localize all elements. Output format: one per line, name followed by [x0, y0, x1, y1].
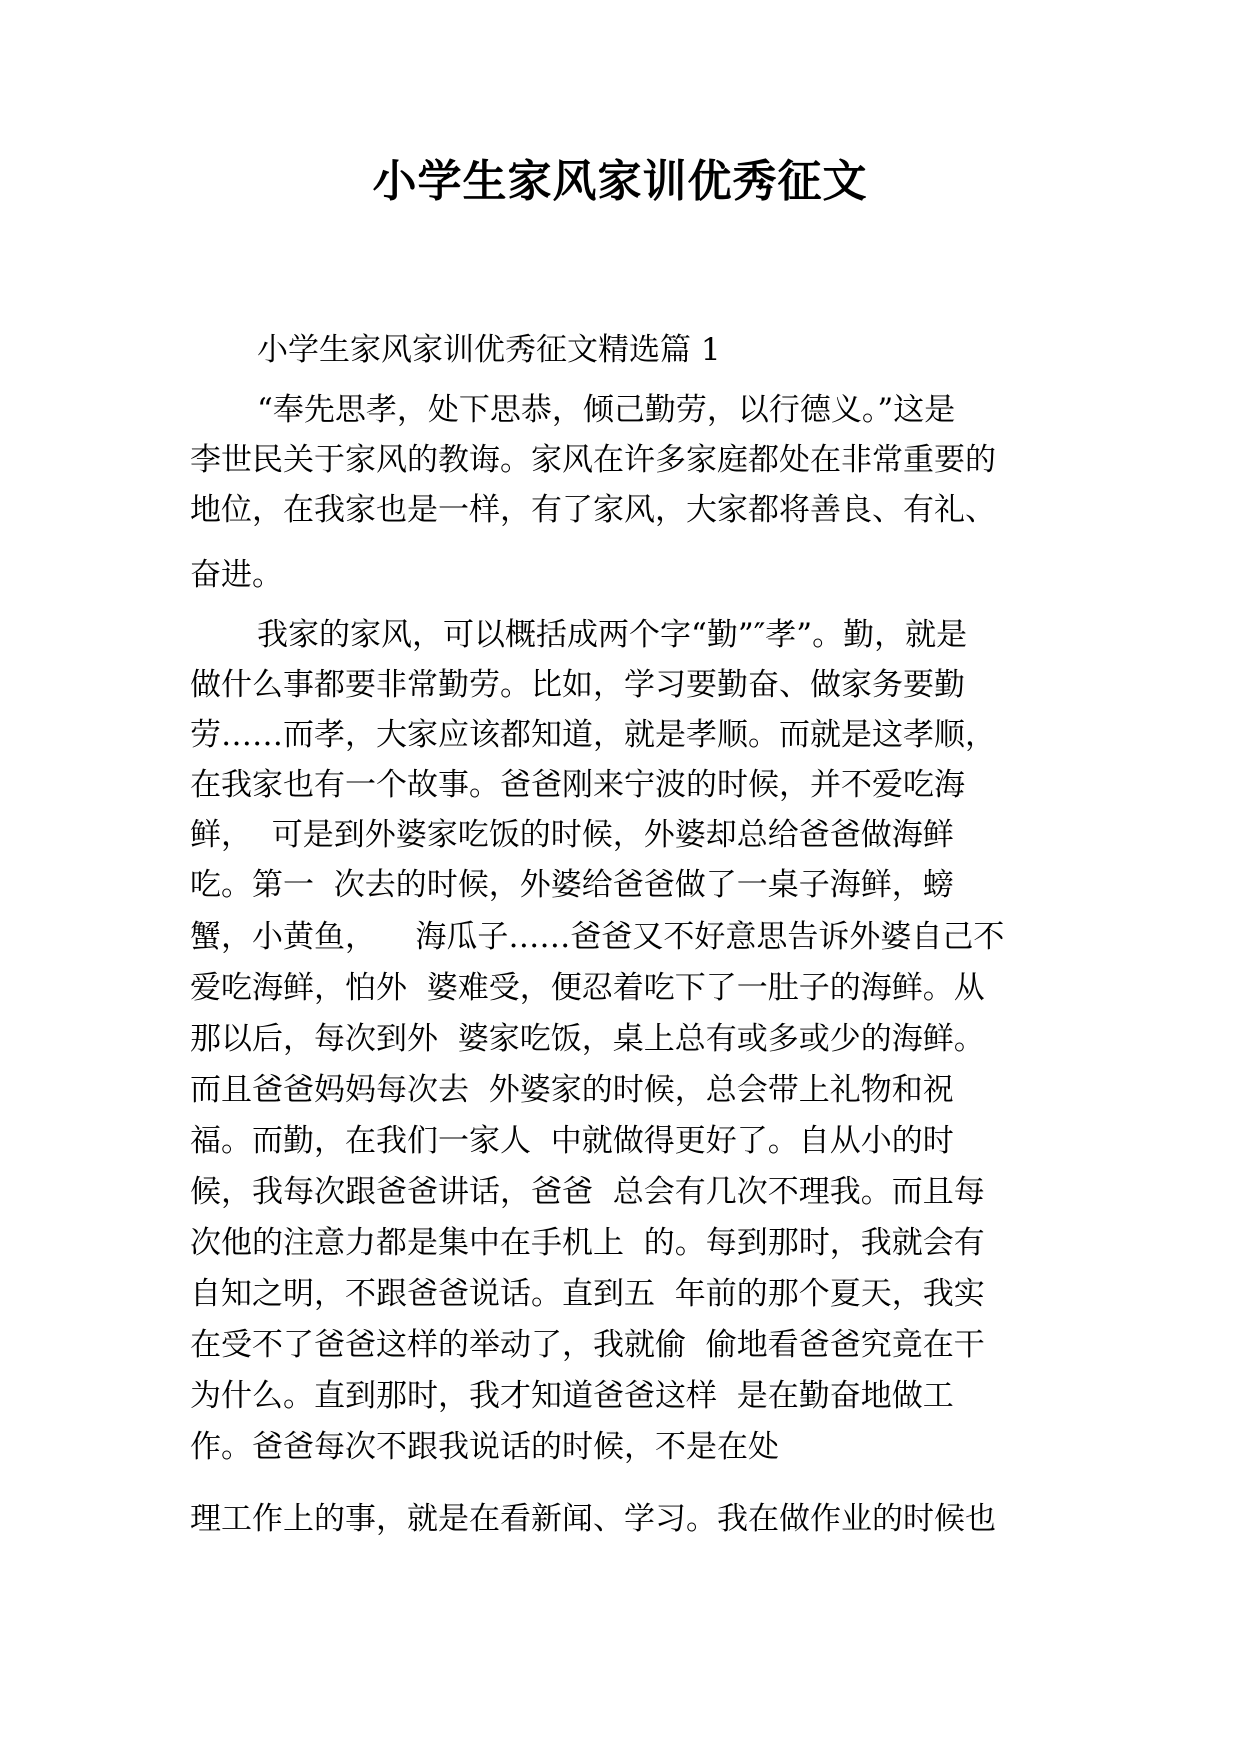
paragraph-line: 次他的注意力都是集中在手机上 的。每到那时，我就会有: [190, 1225, 985, 1261]
paragraph-line: 奋进。: [190, 557, 283, 593]
document-title: 小学生家风家训优秀征文: [372, 156, 868, 207]
paragraph-line: 作。爸爸每次不跟我说话的时候，不是在处: [190, 1429, 779, 1465]
paragraph-line: 我家的家风，可以概括成两个字“勤”″孝”。勤，就是: [257, 617, 968, 653]
paragraph-line: 自知之明，不跟爸爸说话。直到五 年前的那个夏天，我实: [190, 1276, 985, 1312]
paragraph-line: 李世民关于家风的教诲。家风在许多家庭都处在非常重要的: [190, 442, 996, 478]
paragraph-line: 在我家也有一个故事。爸爸刚来宁波的时候，并不爱吃海: [190, 767, 965, 803]
section-heading: 小学生家风家训优秀征文精选篇 1: [257, 332, 721, 368]
paragraph-line: 那以后，每次到外 婆家吃饭，桌上总有或多或少的海鲜。: [190, 1021, 985, 1057]
paragraph-line: 劳……而孝，大家应该都知道，就是孝顺。而就是这孝顺，: [190, 717, 996, 753]
paragraph-line: “奉先思孝，处下思恭，倾己勤劳，以行德义。”这是: [257, 392, 956, 428]
paragraph-line: 而且爸爸妈妈每次去 外婆家的时候，总会带上礼物和祝: [190, 1072, 954, 1108]
paragraph-line: 候，我每次跟爸爸讲话，爸爸 总会有几次不理我。而且每: [190, 1174, 985, 1210]
paragraph-line: 吃。第一 次去的时候，外婆给爸爸做了一桌子海鲜，螃: [190, 867, 954, 903]
paragraph-line: 蟹，小黄鱼， 海瓜子……爸爸又不好意思告诉外婆自己不: [190, 919, 1005, 955]
paragraph-line: 做什么事都要非常勤劳。比如，学习要勤奋、做家务要勤: [190, 667, 965, 703]
paragraph-line: 理工作上的事，就是在看新闻、学习。我在做作业的时候也: [190, 1501, 996, 1537]
paragraph-line: 在受不了爸爸这样的举动了，我就偷 偷地看爸爸究竟在干: [190, 1327, 985, 1363]
paragraph-line: 为什么。直到那时，我才知道爸爸这样 是在勤奋地做工: [190, 1378, 954, 1414]
paragraph-line: 福。而勤，在我们一家人 中就做得更好了。自从小的时: [190, 1123, 954, 1159]
paragraph-line: 爱吃海鲜，怕外 婆难受，便忍着吃下了一肚子的海鲜。从: [190, 970, 985, 1006]
paragraph-line: 鲜， 可是到外婆家吃饭的时候，外婆却总给爸爸做海鲜: [190, 817, 954, 853]
paragraph-line: 地位，在我家也是一样，有了家风，大家都将善良、有礼、: [190, 492, 996, 528]
